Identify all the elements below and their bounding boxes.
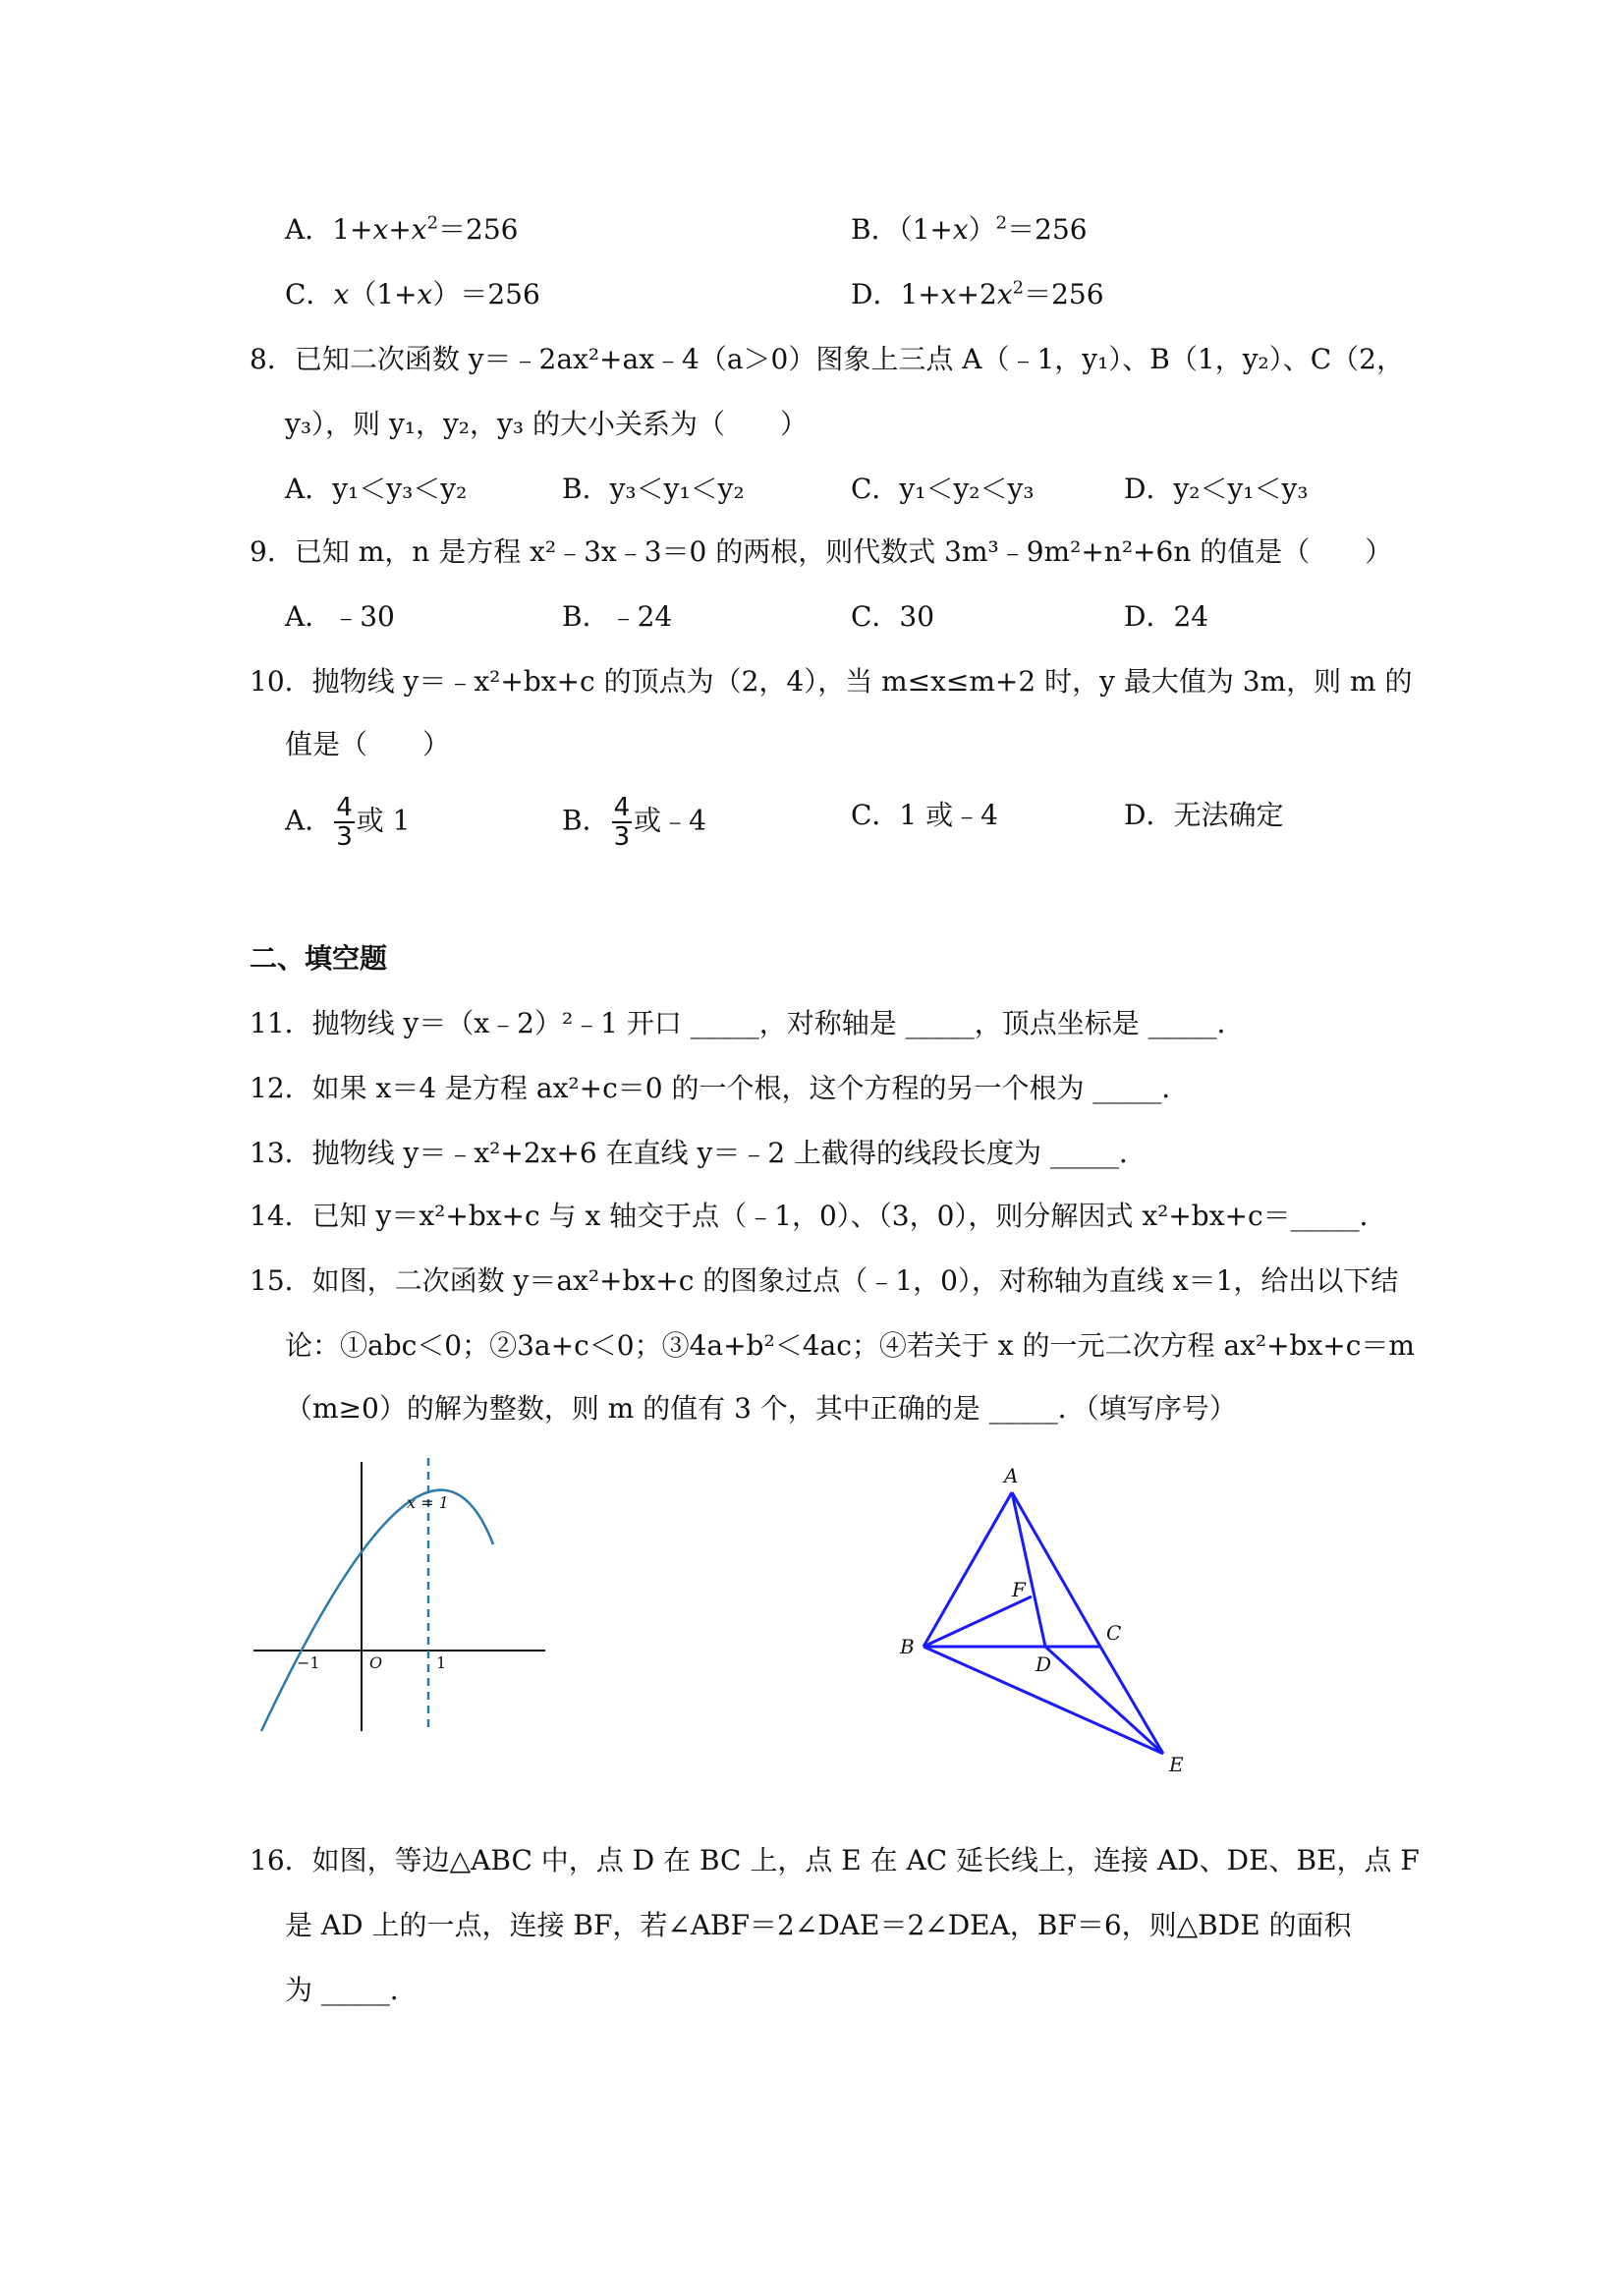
q16-text-line2: 是 AD 上的一点，连接 BF，若∠ABF＝2∠DAE＝2∠DEA，BF＝6，则△BDE 的面积 [285,1909,1352,1941]
label-a: A [1004,1464,1019,1487]
q8-option-b: B．y₃＜y₁＜y₂ [562,473,745,505]
q13-text: 13．抛物线 y＝﹣x²+2x+6 在直线 y＝﹣2 上截得的线段长度为 _____． [250,1137,1147,1169]
segment-ce [1100,1647,1163,1754]
q7-option-c: C．x（1+x）＝256 [285,278,540,310]
q9-option-c: C．30 [851,600,935,633]
triangle-figure [884,1459,1208,1783]
label-c: C [1106,1621,1122,1645]
q7-option-a: A．$1+x+x^2=256$ [285,212,519,246]
q10-option-c: C．1 或﹣4 [851,799,998,831]
q7-option-b: B．$(1+x)^2=256$ [851,212,1088,246]
q10-text-line2: 值是（ ） [285,728,451,760]
q9-text: 9．已知 m，n 是方程 x²﹣3x﹣3＝0 的两根，则代数式 3m³﹣9m²+n²+6n 的值是（ ） [250,535,1393,568]
q9-option-a: A．﹣30 [285,600,395,633]
q7-option-d: D．$1+x+2x^2=256$ [851,277,1104,310]
q16-text-line3: 为 _____． [285,1974,418,2006]
q11-text: 11．抛物线 y＝（x﹣2）²﹣1 开口 _____，对称轴是 _____，顶点坐标是 _____． [250,1007,1245,1039]
segment-ad [1012,1492,1045,1647]
label-d: D [1035,1652,1052,1676]
q10-text-line1: 10．抛物线 y＝﹣x²+bx+c 的顶点为（2，4），当 m≤x≤m+2 时，y 最大值为 3m，则 m 的 [250,665,1413,698]
parabola-curve [261,1490,493,1731]
section-heading-fill-in: 二、填空题 [250,942,388,975]
q10-option-b: B． $\frac{4}{3}$ 或﹣4 [562,793,706,852]
q8-option-a: A．y₁＜y₃＜y₂ [285,473,468,505]
q10-option-d: D．无法确定 [1124,799,1284,831]
q8-option-d: D．y₂＜y₁＜y₃ [1124,473,1309,505]
fraction: $\frac{4}{3}$ [336,793,353,852]
parabola-graph [246,1454,560,1749]
q10-option-a: A． $\frac{4}{3}$ 或 1 [285,793,411,852]
q8-text-line1: 8．已知二次函数 y＝﹣2ax²+ax﹣4（a＞0）图象上三点 A（﹣1，y₁）、B（1，y₂）、C（2， [250,343,1404,375]
label-f: F [1012,1578,1026,1601]
q15-text-line3: （m≥0）的解为整数，则 m 的值有 3 个，其中正确的是 _____．（填写序号） [285,1392,1237,1425]
q15-text-line2: 论：①abc＜0；②3a+c＜0；③4a+b²＜4ac；④若关于 x 的一元二次方程 ax²+bx+c＝m [285,1329,1415,1362]
segment-ab [923,1492,1012,1647]
q9-option-d: D．24 [1124,600,1209,633]
origin-label: O [369,1653,383,1672]
q8-text-line2: y₃），则 y₁，y₂，y₃ 的大小关系为（ ） [285,408,808,440]
symmetry-axis-label: x = 1 [407,1493,449,1512]
segment-bf [923,1596,1032,1647]
fraction: $\frac{4}{3}$ [613,793,631,852]
q8-option-c: C．y₁＜y₂＜y₃ [851,473,1035,505]
tick-label-1: 1 [436,1653,447,1672]
label-b: B [900,1635,915,1658]
label-e: E [1169,1753,1184,1776]
q15-text-line1: 15．如图，二次函数 y＝ax²+bx+c 的图象过点（﹣1，0），对称轴为直线 x＝1，给出以下结 [250,1264,1399,1297]
q14-text: 14．已知 y＝x²+bx+c 与 x 轴交于点（﹣1，0）、（3，0），则分解因式 x²+bx+c＝_____． [250,1200,1387,1232]
q12-text: 12．如果 x＝4 是方程 ax²+c＝0 的一个根，这个方程的另一个根为 _____． [250,1072,1190,1104]
q9-option-b: B．﹣24 [562,600,673,633]
segment-de [1045,1647,1163,1754]
tick-label-neg1: −1 [297,1653,320,1672]
segment-ac [1012,1492,1100,1647]
q16-text-line1: 16．如图，等边△ABC 中，点 D 在 BC 上，点 E 在 AC 延长线上，连接 AD、DE、BE，点 F [250,1844,1420,1876]
